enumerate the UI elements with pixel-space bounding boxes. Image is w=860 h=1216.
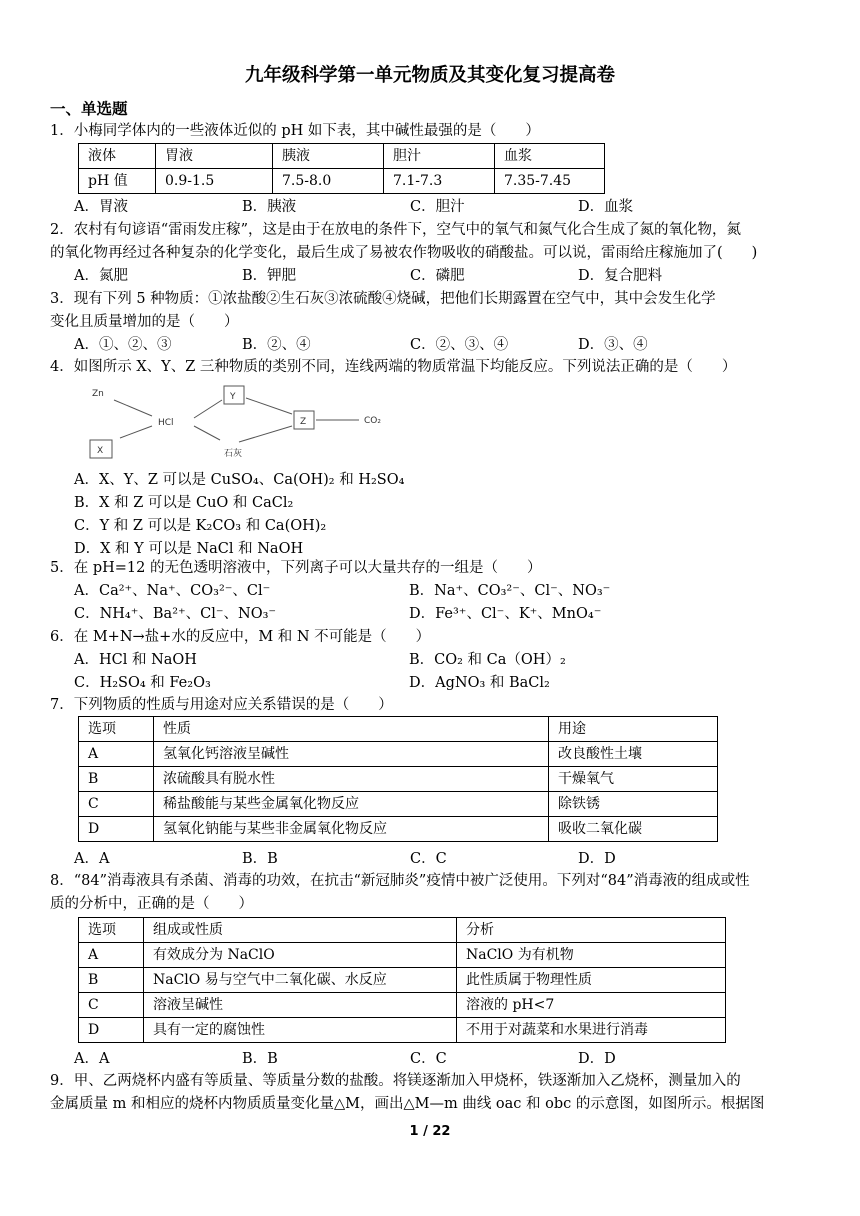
option-c[interactable]: C．Y 和 Z 可以是 K₂CO₃ 和 Ca(OH)₂ bbox=[74, 518, 327, 534]
table-cell: pH 值 bbox=[79, 169, 156, 194]
option-b[interactable]: B．Na⁺、CO₃²⁻、Cl⁻、NO₃⁻ bbox=[409, 583, 611, 599]
table-row bbox=[79, 742, 718, 767]
option-d[interactable]: D．X 和 Y 可以是 NaCl 和 NaOH bbox=[74, 541, 304, 557]
option-a[interactable]: A．氮肥 bbox=[74, 268, 128, 284]
table-cell: 用途 bbox=[549, 717, 718, 742]
table-cell: 除铁锈 bbox=[549, 792, 718, 817]
table-cell: 7.5-8.0 bbox=[273, 169, 384, 194]
table-cell: 选项 bbox=[79, 717, 154, 742]
question-6-options-row2 bbox=[74, 672, 814, 695]
page-number: 1 / 22 bbox=[409, 1124, 451, 1139]
table-cell: A bbox=[79, 943, 144, 968]
table-cell: NaClO 为有机物 bbox=[457, 943, 726, 968]
question-8-line1: 8．“84”消毒液具有杀菌、消毒的功效，在抗击“新冠肺炎”疫情中被广泛使用。下列对“84”消毒液的组成或性 bbox=[50, 873, 750, 889]
table-cell: 具有一定的腐蚀性 bbox=[144, 1018, 457, 1043]
option-d[interactable]: D．③、④ bbox=[578, 337, 648, 353]
table-cell: 分析 bbox=[457, 918, 726, 943]
option-a[interactable]: A．胃液 bbox=[74, 199, 128, 215]
table-cell: 组成或性质 bbox=[144, 918, 457, 943]
table-cell: 改良酸性土壤 bbox=[549, 742, 718, 767]
option-c[interactable]: C．NH₄⁺、Ba²⁺、Cl⁻、NO₃⁻ bbox=[74, 606, 277, 622]
zn-label: Zn bbox=[92, 389, 104, 399]
option-c[interactable]: C．磷肥 bbox=[410, 268, 465, 284]
option-d[interactable]: D．AgNO₃ 和 BaCl₂ bbox=[409, 675, 550, 691]
table-cell: 此性质属于物理性质 bbox=[457, 968, 726, 993]
option-b[interactable]: B．钾肥 bbox=[242, 268, 297, 284]
table-cell: D bbox=[79, 817, 154, 842]
question-4-stem: 4．如图所示 X、Y、Z 三种物质的类别不同，连线两端的物质常温下均能反应。下列说法正确的是（ ） bbox=[50, 359, 737, 375]
option-d[interactable]: D．D bbox=[578, 1051, 616, 1067]
option-b[interactable]: B．B bbox=[242, 851, 278, 867]
table-cell: 有效成分为 NaClO bbox=[144, 943, 457, 968]
option-b[interactable]: B．胰液 bbox=[242, 199, 297, 215]
disinfectant-table bbox=[78, 917, 726, 1043]
option-a[interactable]: A．X、Y、Z 可以是 CuSO₄、Ca(OH)₂ 和 H₂SO₄ bbox=[74, 472, 405, 488]
table-cell: 吸收二氧化碳 bbox=[549, 817, 718, 842]
table-cell: 溶液的 pH<7 bbox=[457, 993, 726, 1018]
page-title: 九年级科学第一单元物质及其变化复习提高卷 bbox=[244, 65, 615, 86]
option-d[interactable]: D．Fe³⁺、Cl⁻、K⁺、MnO₄⁻ bbox=[409, 606, 602, 622]
table-cell: 液体 bbox=[79, 144, 156, 169]
option-b[interactable]: B．B bbox=[242, 1051, 278, 1067]
question-3-line2: 变化且质量增加的是（ ） bbox=[50, 314, 239, 330]
table-row bbox=[79, 968, 726, 993]
z-label: Z bbox=[300, 417, 307, 427]
table-cell: 7.1-7.3 bbox=[384, 169, 495, 194]
table-cell: 胰液 bbox=[273, 144, 384, 169]
table-cell: 血浆 bbox=[495, 144, 605, 169]
option-a[interactable]: A．A bbox=[74, 1051, 110, 1067]
table-row bbox=[79, 144, 605, 169]
table-row bbox=[79, 943, 726, 968]
table-row bbox=[79, 918, 726, 943]
table-cell: 性质 bbox=[154, 717, 549, 742]
question-1-options bbox=[74, 196, 814, 219]
option-b[interactable]: B．②、④ bbox=[242, 337, 311, 353]
table-cell: 不用于对蔬菜和水果进行消毒 bbox=[457, 1018, 726, 1043]
ph-table bbox=[78, 143, 605, 194]
question-7-stem: 7．下列物质的性质与用途对应关系错误的是（ ） bbox=[50, 697, 393, 713]
table-row bbox=[79, 1018, 726, 1043]
question-2-options bbox=[74, 265, 814, 288]
table-row bbox=[79, 717, 718, 742]
question-3-line1: 3．现有下列 5 种物质：①浓盐酸②生石灰③浓硫酸④烧碱，把他们长期露置在空气中，其中会发生化学 bbox=[50, 291, 716, 307]
question-5-stem: 5．在 pH=12 的无色透明溶液中，下列离子可以大量共存的一组是（ ） bbox=[50, 560, 542, 576]
reaction-diagram bbox=[84, 382, 414, 466]
table-cell: 溶液呈碱性 bbox=[144, 993, 457, 1018]
table-cell: 干燥氧气 bbox=[549, 767, 718, 792]
table-cell: 0.9-1.5 bbox=[156, 169, 273, 194]
question-9-line1: 9．甲、乙两烧杯内盛有等质量、等质量分数的盐酸。将镁逐渐加入甲烧杯，铁逐渐加入乙烧杯，测量加入的 bbox=[50, 1073, 741, 1089]
table-cell: C bbox=[79, 993, 144, 1018]
question-1-stem: 1．小梅同学体内的一些液体近似的 pH 如下表，其中碱性最强的是（ ） bbox=[50, 123, 540, 139]
question-2-line1: 2．农村有句谚语“雷雨发庄稼”，这是由于在放电的条件下，空气中的氧气和氮气化合生成了氮的氧化物，氮 bbox=[50, 222, 742, 238]
option-b[interactable]: B．X 和 Z 可以是 CuO 和 CaCl₂ bbox=[74, 495, 294, 511]
question-6-stem: 6．在 M+N→盐+水的反应中，M 和 N 不可能是（ ） bbox=[50, 629, 431, 645]
option-c[interactable]: C．②、③、④ bbox=[410, 337, 509, 353]
table-cell: 氢氧化钠能与某些非金属氧化物反应 bbox=[154, 817, 549, 842]
question-9-line2: 金属质量 m 和相应的烧杯内物质质量变化量△M，画出△M—m 曲线 oac 和 obc 的示意图，如图所示。根据图 bbox=[50, 1096, 765, 1112]
option-c[interactable]: C．胆汁 bbox=[410, 199, 465, 215]
table-cell: A bbox=[79, 742, 154, 767]
option-a[interactable]: A．HCl 和 NaOH bbox=[74, 652, 197, 668]
question-8-line2: 质的分析中，正确的是（ ） bbox=[50, 896, 253, 912]
property-use-table bbox=[78, 716, 718, 842]
table-cell: C bbox=[79, 792, 154, 817]
option-c[interactable]: C．H₂SO₄ 和 Fe₂O₃ bbox=[74, 675, 211, 691]
table-row bbox=[79, 169, 605, 194]
table-row bbox=[79, 767, 718, 792]
table-cell: 胃液 bbox=[156, 144, 273, 169]
question-7-options bbox=[74, 848, 814, 871]
table-cell: D bbox=[79, 1018, 144, 1043]
option-c[interactable]: C．C bbox=[410, 1051, 447, 1067]
option-d[interactable]: D．血浆 bbox=[578, 199, 634, 215]
x-label: X bbox=[97, 446, 104, 456]
table-cell: NaClO 易与空气中二氧化碳、水反应 bbox=[144, 968, 457, 993]
question-5-options-row2 bbox=[74, 603, 814, 626]
limestone-label: 石灰 bbox=[224, 449, 243, 459]
option-c[interactable]: C．C bbox=[410, 851, 447, 867]
table-cell: B bbox=[79, 968, 144, 993]
co2-label: CO₂ bbox=[364, 416, 381, 426]
table-cell: 选项 bbox=[79, 918, 144, 943]
question-3-options bbox=[74, 334, 814, 357]
question-8-options bbox=[74, 1048, 814, 1071]
question-5-options-row1 bbox=[74, 580, 814, 603]
hcl-label: HCl bbox=[158, 418, 174, 428]
option-b[interactable]: B．CO₂ 和 Ca（OH）₂ bbox=[409, 652, 566, 668]
table-cell: 氢氧化钙溶液呈碱性 bbox=[154, 742, 549, 767]
table-cell: 胆汁 bbox=[384, 144, 495, 169]
option-d[interactable]: D．复合肥料 bbox=[578, 268, 663, 284]
section-heading: 一、单选题 bbox=[50, 100, 128, 118]
table-row bbox=[79, 792, 718, 817]
y-label: Y bbox=[230, 392, 236, 402]
question-6-options-row1 bbox=[74, 649, 814, 672]
table-row bbox=[79, 817, 718, 842]
table-row bbox=[79, 993, 726, 1018]
table-cell: 浓硫酸具有脱水性 bbox=[154, 767, 549, 792]
option-a[interactable]: A．①、②、③ bbox=[74, 337, 172, 353]
option-d[interactable]: D．D bbox=[578, 851, 616, 867]
option-a[interactable]: A．A bbox=[74, 851, 110, 867]
table-cell: 7.35-7.45 bbox=[495, 169, 605, 194]
option-a[interactable]: A．Ca²⁺、Na⁺、CO₃²⁻、Cl⁻ bbox=[74, 583, 271, 599]
table-cell: B bbox=[79, 767, 154, 792]
table-cell: 稀盐酸能与某些金属氧化物反应 bbox=[154, 792, 549, 817]
question-2-line2: 的氧化物再经过各种复杂的化学变化，最后生成了易被农作物吸收的硝酸盐。可以说，雷雨给庄稼施加了( ) bbox=[50, 245, 758, 261]
